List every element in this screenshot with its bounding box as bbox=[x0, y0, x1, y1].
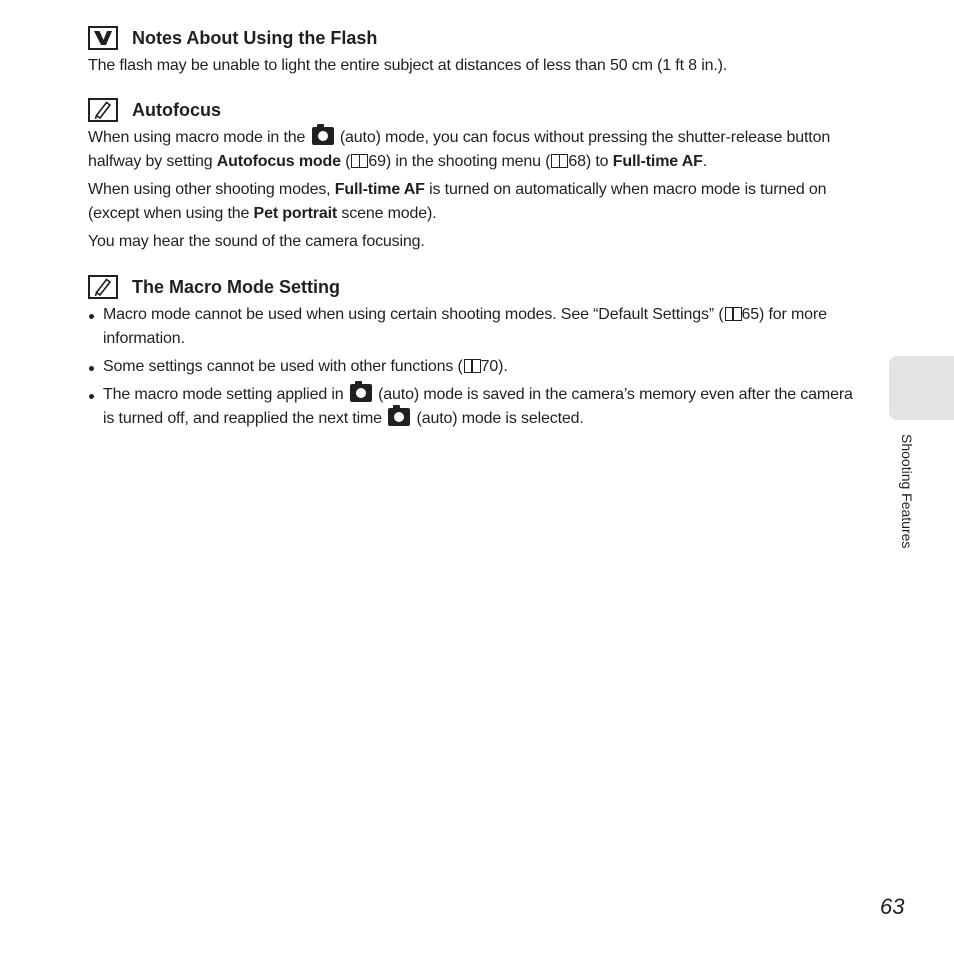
list-item: Macro mode cannot be used when using certain shooting modes. See “Default Settings” ( 65) for more information. bbox=[88, 303, 868, 351]
list-item: The macro mode setting applied in (auto) mode is saved in the camera’s memory even after the camera is turned off, and reapplied the next time (auto) mode is selected. bbox=[88, 383, 868, 431]
camera-auto-mode-icon bbox=[350, 384, 372, 402]
note-pencil-icon bbox=[88, 98, 118, 122]
list-item: Some settings cannot be used with other functions ( 70). bbox=[88, 355, 868, 379]
page-number: 63 bbox=[880, 894, 905, 919]
paragraph: When using other shooting modes, Full-time AF is turned on automatically when macro mode is turned on (except when using the Pet portrait scene mode). bbox=[88, 181, 827, 222]
camera-auto-mode-icon bbox=[388, 408, 410, 426]
section-heading bbox=[88, 26, 868, 50]
warning-check-icon bbox=[88, 26, 118, 50]
section-title: The Macro Mode Setting bbox=[132, 277, 341, 297]
paragraph: The flash may be unable to light the entire subject at distances of less than 50 cm (1 ft 8 in.). bbox=[88, 57, 728, 74]
page-reference-icon bbox=[551, 154, 568, 168]
page-reference-icon bbox=[464, 359, 481, 373]
page-reference-icon bbox=[351, 154, 368, 168]
chapter-tab bbox=[889, 356, 954, 420]
page-reference-icon bbox=[725, 307, 742, 321]
section-heading bbox=[88, 98, 868, 122]
section-autofocus bbox=[88, 98, 868, 254]
bullet-list bbox=[88, 303, 868, 431]
section-title: Notes About Using the Flash bbox=[132, 28, 378, 48]
section-title: Autofocus bbox=[132, 100, 221, 120]
paragraph: You may hear the sound of the camera focusing. bbox=[88, 233, 425, 250]
camera-auto-mode-icon bbox=[312, 127, 334, 145]
note-pencil-icon bbox=[88, 275, 118, 299]
chapter-label: Shooting Features bbox=[899, 434, 915, 549]
section-heading bbox=[88, 275, 868, 299]
paragraph: When using macro mode in the (auto) mode, you can focus without pressing the shutter-release button halfway by setting Autofocus mode ( 69) in the shooting menu ( 68) to Full-time AF. bbox=[88, 129, 831, 170]
section-flash-notes bbox=[88, 26, 868, 78]
section-macro-mode-setting bbox=[88, 275, 868, 431]
